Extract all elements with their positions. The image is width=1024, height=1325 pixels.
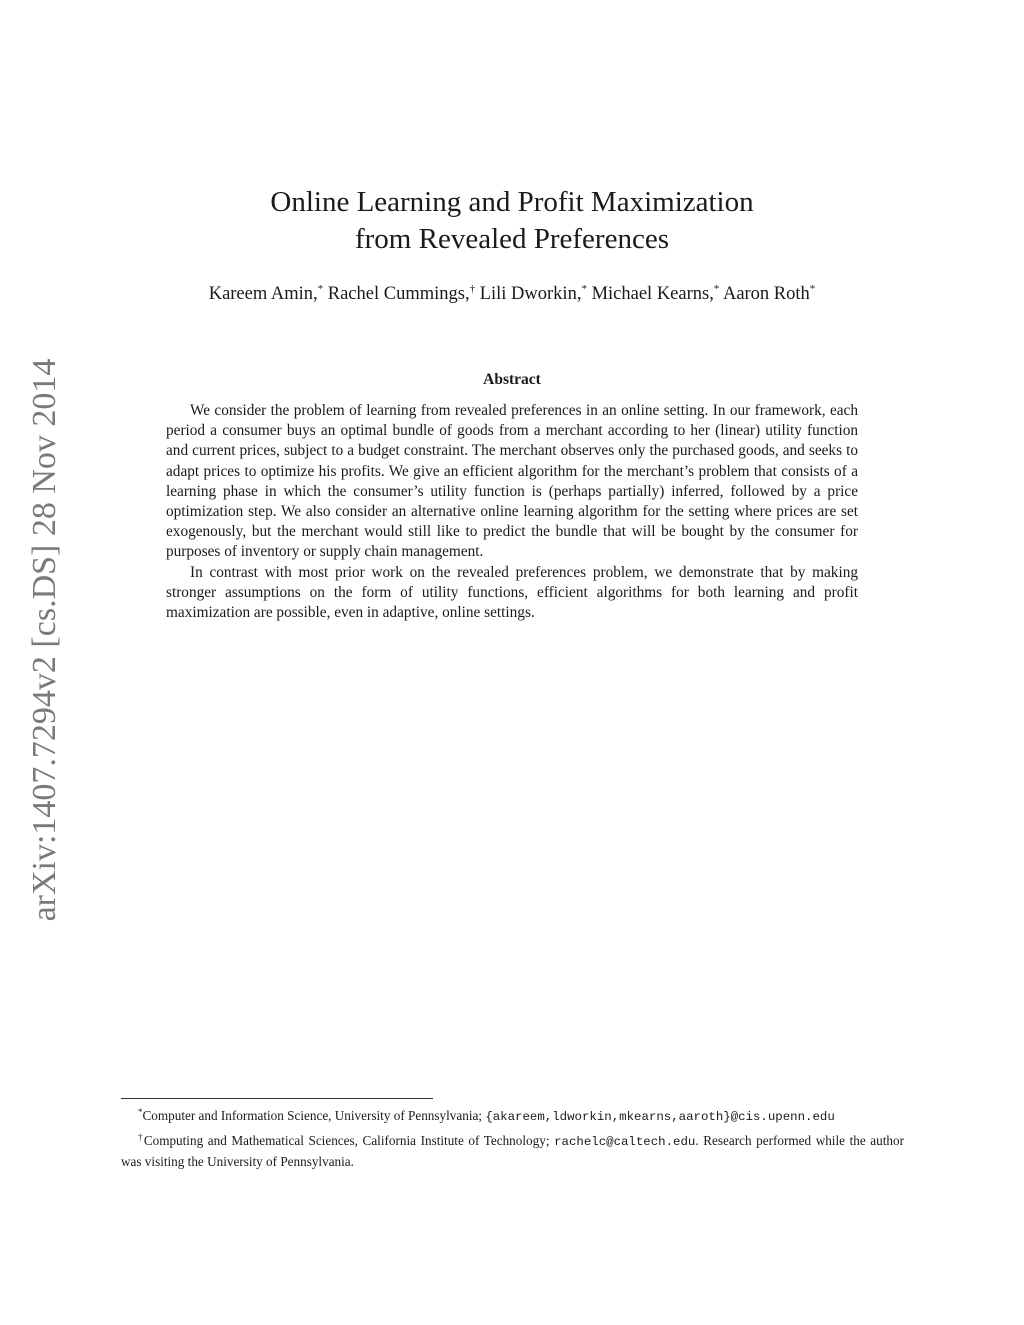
footnote-text: Computer and Information Science, University of Pennsylvania; [142,1108,486,1123]
footnote-2 [121,1127,904,1172]
abstract-body [166,401,858,623]
author-name: Michael Kearns [591,284,710,304]
footnote-1 [121,1102,904,1127]
footnote-mark: † [138,1132,144,1142]
arxiv-id-text: arXiv:1407.7294v2 [cs.DS] 28 Nov 2014 [26,358,63,922]
abstract-heading: Abstract [483,371,541,388]
title-line-1: Online Learning and Profit Maximization [270,186,754,218]
footnote-divider [121,1098,433,1099]
affiliation-mark: * [581,283,587,295]
author-name: Kareem Amin [208,284,313,304]
title-line-2: from Revealed Preferences [354,223,669,255]
author-roth [723,284,815,304]
abstract-paragraph-1: We consider the problem of learning from revealed preferences in an online setting. In our framework, each period a consumer buys an optimal bundle of goods from a merchant according to her (linear) utility function and current prices, subject to a budget constraint. The merchant observes only the purchased goods, and seeks to adapt prices to optimize his profits. We give an efficient algorithm for the merchant’s problem that consists of a learning phase in which the consumer’s utility function is (perhaps partially) inferred, followed by a price optimization step. We also consider an alternative online learning algorithm for the setting where prices are set exogenously, but the merchant would still like to predict the bundle that will be bought by the consumer for purposes of inventory or supply chain management. [166,402,858,561]
footnote-mark: * [138,1107,143,1117]
affiliation-mark: * [317,283,324,295]
author-name: Rachel Cummings [327,284,465,304]
paper-title [0,184,1024,258]
author-dworkin: Lili Dworkin,* [479,283,587,304]
abstract-paragraph-2: In contrast with most prior work on the revealed preferences problem, we demonstrate that by making stronger assumptions on the form of utility functions, efficient algorithms for both learning and profit maximization are possible, even in adaptive, online settings. [166,563,858,622]
author-list [0,283,1024,305]
footnote-email: rachelc@caltech.edu [554,1135,696,1149]
affiliation-mark: * [713,283,720,295]
footnote-text-after: . Research performed while the author was visiting the University of Pennsylvania. [121,1133,904,1169]
affiliation-mark: * [809,283,816,295]
author-name: Aaron Roth [722,284,810,304]
footnote-email: {akareem,ldworkin,mkearns,aaroth}@cis.upenn.edu [485,1110,835,1124]
footnote-text: Computing and Mathematical Sciences, California Institute of Technology; [143,1133,555,1148]
author-amin: Kareem Amin,* [208,283,324,304]
arxiv-sidebar-stamp [22,350,68,930]
affiliation-mark: † [469,283,476,295]
footnotes [121,1102,904,1172]
author-kearns: Michael Kearns,* [591,283,720,304]
author-cummings: Rachel Cummings,† [327,283,476,304]
author-name: Lili Dworkin [479,284,577,304]
